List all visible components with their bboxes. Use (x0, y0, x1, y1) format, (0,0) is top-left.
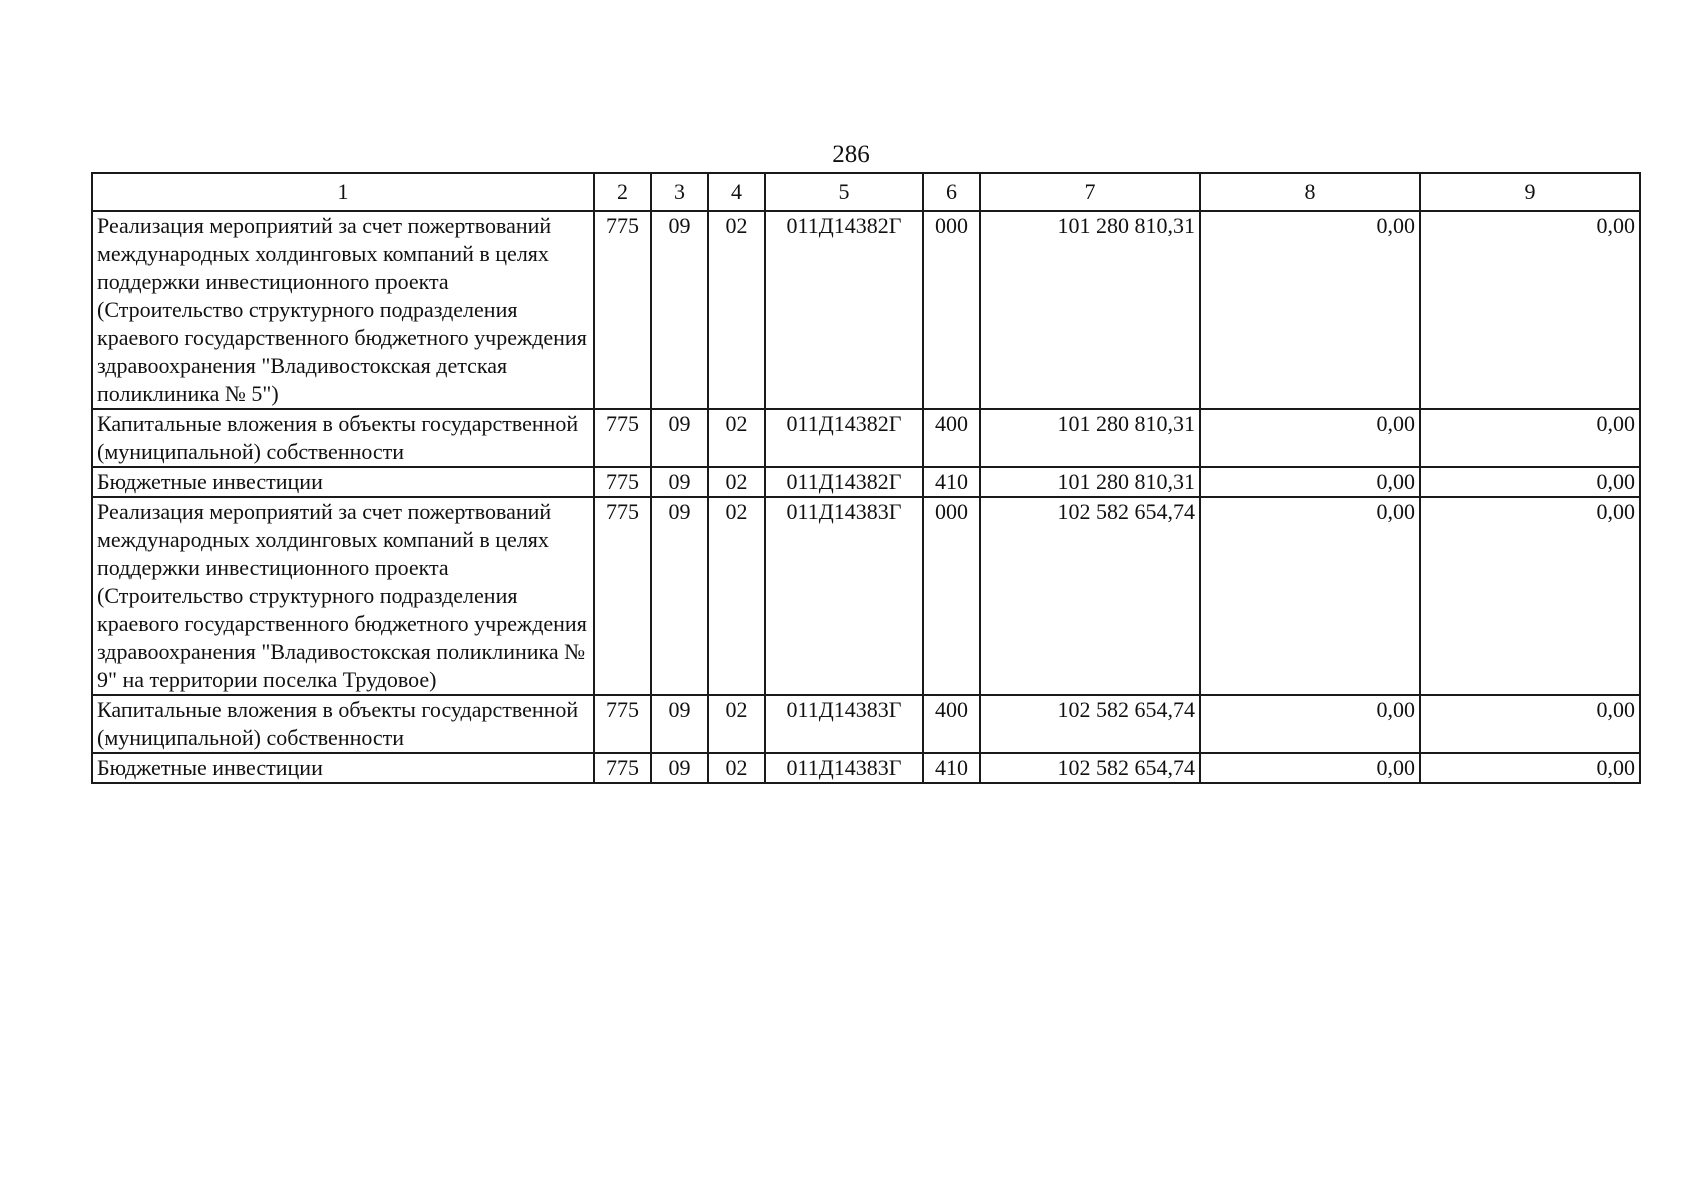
budget-table (91, 172, 1641, 784)
column-header-3: 3 (651, 173, 708, 211)
row-code-expense-type: 400 (923, 695, 980, 753)
row-amount-7: 102 582 654,74 (980, 753, 1200, 783)
row-code-subsection: 02 (708, 211, 765, 409)
row-name: Капитальные вложения в объекты государственной (муниципальной) собственности (92, 695, 594, 753)
row-name: Бюджетные инвестиции (92, 467, 594, 497)
column-header-9: 9 (1420, 173, 1640, 211)
column-header-8: 8 (1200, 173, 1420, 211)
row-code-subsection: 02 (708, 753, 765, 783)
row-code-target: 011Д14382Г (765, 409, 923, 467)
row-code-expense-type: 400 (923, 409, 980, 467)
row-code-subsection: 02 (708, 409, 765, 467)
row-amount-9: 0,00 (1420, 211, 1640, 409)
row-amount-7: 101 280 810,31 (980, 211, 1200, 409)
column-header-7: 7 (980, 173, 1200, 211)
table-row (92, 753, 1640, 783)
row-code-target: 011Д14383Г (765, 497, 923, 695)
row-code-ministry: 775 (594, 467, 651, 497)
table-row (92, 695, 1640, 753)
column-header-1: 1 (92, 173, 594, 211)
page-number: 286 (832, 141, 870, 168)
row-amount-8: 0,00 (1200, 695, 1420, 753)
row-code-expense-type: 000 (923, 211, 980, 409)
row-code-section: 09 (651, 211, 708, 409)
row-amount-8: 0,00 (1200, 753, 1420, 783)
header-row (92, 173, 1640, 211)
row-code-section: 09 (651, 409, 708, 467)
column-header-5: 5 (765, 173, 923, 211)
row-code-expense-type: 000 (923, 497, 980, 695)
column-header-6: 6 (923, 173, 980, 211)
row-amount-9: 0,00 (1420, 409, 1640, 467)
row-amount-9: 0,00 (1420, 753, 1640, 783)
row-code-expense-type: 410 (923, 753, 980, 783)
row-amount-7: 101 280 810,31 (980, 467, 1200, 497)
row-code-section: 09 (651, 497, 708, 695)
column-header-4: 4 (708, 173, 765, 211)
row-code-subsection: 02 (708, 467, 765, 497)
row-code-ministry: 775 (594, 753, 651, 783)
row-code-target: 011Д14383Г (765, 753, 923, 783)
row-code-ministry: 775 (594, 497, 651, 695)
row-code-section: 09 (651, 695, 708, 753)
row-code-subsection: 02 (708, 497, 765, 695)
row-amount-8: 0,00 (1200, 409, 1420, 467)
row-code-subsection: 02 (708, 695, 765, 753)
row-code-target: 011Д14382Г (765, 467, 923, 497)
column-header-2: 2 (594, 173, 651, 211)
row-code-ministry: 775 (594, 695, 651, 753)
row-name: Бюджетные инвестиции (92, 753, 594, 783)
table-row (92, 211, 1640, 409)
row-amount-9: 0,00 (1420, 467, 1640, 497)
row-name: Капитальные вложения в объекты государственной (муниципальной) собственности (92, 409, 594, 467)
row-amount-8: 0,00 (1200, 467, 1420, 497)
row-amount-9: 0,00 (1420, 695, 1640, 753)
table-row (92, 409, 1640, 467)
row-amount-7: 101 280 810,31 (980, 409, 1200, 467)
table-row (92, 467, 1640, 497)
row-code-ministry: 775 (594, 211, 651, 409)
row-amount-8: 0,00 (1200, 497, 1420, 695)
row-amount-8: 0,00 (1200, 211, 1420, 409)
row-amount-7: 102 582 654,74 (980, 695, 1200, 753)
row-name: Реализация мероприятий за счет пожертвований международных холдинговых компаний в целях поддержки инвестиционного проекта (Строительство структурного подразделения краевого государственного бюджетного учреждения здравоохранения "Владивостокская детская поликлиника № 5") (92, 211, 594, 409)
row-code-target: 011Д14382Г (765, 211, 923, 409)
row-code-ministry: 775 (594, 409, 651, 467)
row-code-section: 09 (651, 753, 708, 783)
row-name: Реализация мероприятий за счет пожертвований международных холдинговых компаний в целях поддержки инвестиционного проекта (Строительство структурного подразделения краевого государственного бюджетного учреждения здравоохранения "Владивостокская поликлиника № 9" на территории поселка Трудовое) (92, 497, 594, 695)
row-code-expense-type: 410 (923, 467, 980, 497)
row-code-section: 09 (651, 467, 708, 497)
row-code-target: 011Д14383Г (765, 695, 923, 753)
row-amount-7: 102 582 654,74 (980, 497, 1200, 695)
table-row (92, 497, 1640, 695)
row-amount-9: 0,00 (1420, 497, 1640, 695)
